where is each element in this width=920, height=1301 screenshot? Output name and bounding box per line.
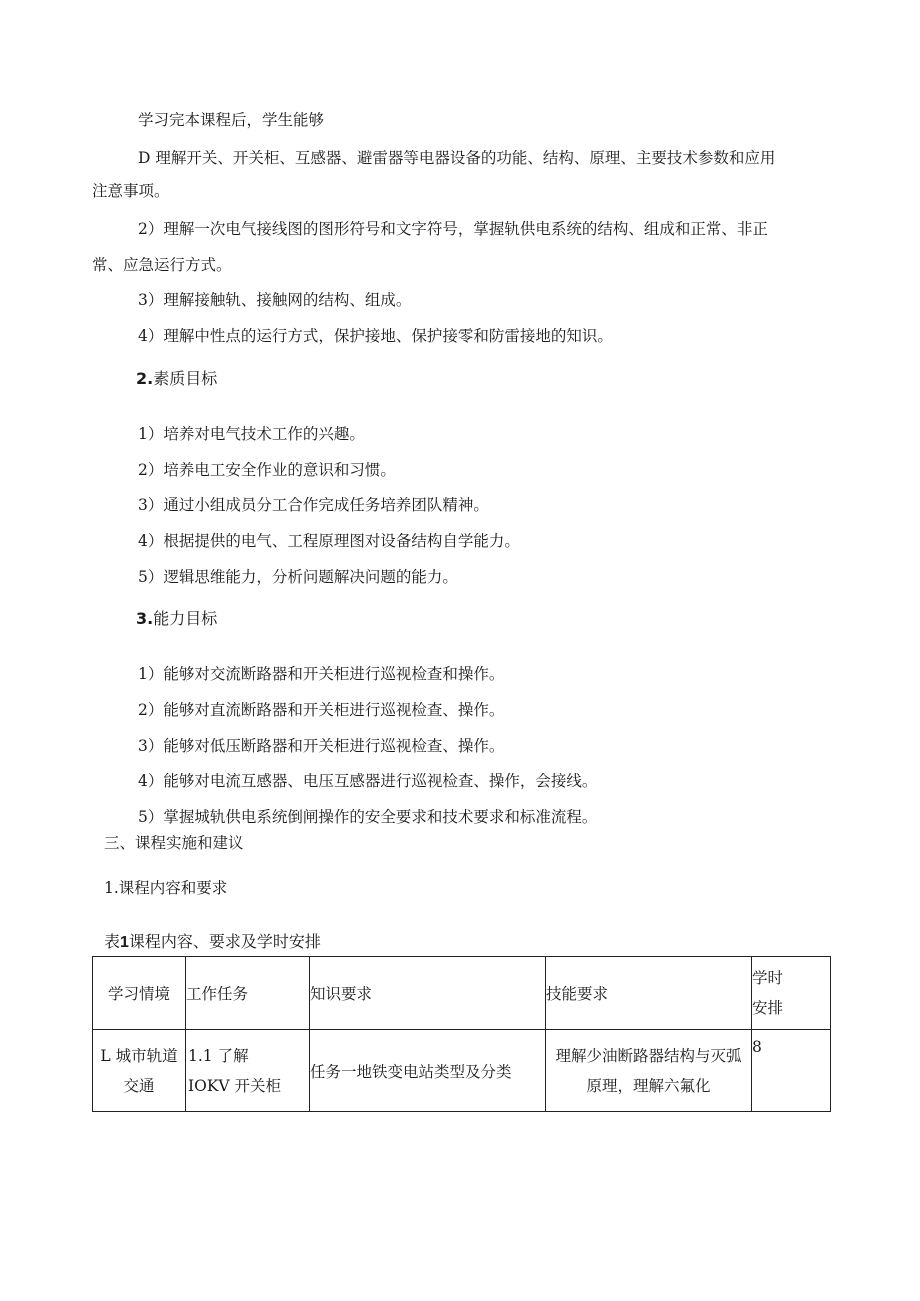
ability-heading-text: 能力目标	[153, 609, 218, 628]
ability-item-3: 3）能够对低压断路器和开关柜进行巡视检查、操作。	[138, 737, 505, 755]
header-hours-line-1: 学时	[752, 969, 784, 987]
quality-heading	[136, 369, 217, 389]
ability-item-5: 5）掌握城轨供电系统倒闸操作的安全要求和技术要求和标准流程。	[138, 808, 598, 826]
ability-item-4: 4）能够对电流互感器、电压互感器进行巡视检查、操作，会接线。	[138, 772, 598, 790]
knowledge-item-3: 3）理解接触轨、接触网的结构、组成。	[138, 291, 412, 309]
header-skill: 技能要求	[546, 957, 752, 1030]
quality-item-2: 2）培养电工安全作业的意识和习惯。	[138, 461, 396, 479]
quality-item-1: 1）培养对电气技术工作的兴趣。	[138, 425, 365, 443]
knowledge-item-1-line-1: D 理解开关、开关柜、互感器、避雷器等电器设备的功能、结构、原理、主要技术参数和应用	[138, 149, 776, 167]
quality-heading-text: 素质目标	[153, 369, 218, 388]
knowledge-item-1-line-2: 注意事项。	[92, 182, 170, 200]
cell-task	[186, 1030, 310, 1112]
cell-situation-line-1: L 城市轨道	[100, 1046, 178, 1065]
cell-hours: 8	[752, 1030, 831, 1112]
header-situation: 学习情境	[93, 957, 186, 1030]
cell-skill-line-2: 原理，理解六氟化	[586, 1076, 711, 1095]
cell-situation-line-2: 交通	[123, 1076, 155, 1095]
ability-heading	[136, 609, 217, 629]
ability-item-2: 2）能够对直流断路器和开关柜进行巡视检查、操作。	[138, 701, 505, 719]
ability-heading-num: 3.	[136, 609, 154, 628]
section-3-title: 三、课程实施和建议	[104, 834, 244, 852]
course-table	[92, 956, 831, 1112]
cell-task-line-1: 1.1 了解	[188, 1046, 249, 1065]
header-hours-line-2: 安排	[752, 999, 784, 1017]
knowledge-intro: 学习完本课程后，学生能够	[138, 111, 325, 129]
ability-item-1: 1）能够对交流断路器和开关柜进行巡视检查和操作。	[138, 665, 505, 683]
table-caption-text: 课程内容、要求及学时安排	[128, 932, 321, 951]
cell-situation	[93, 1030, 186, 1112]
quality-heading-num: 2.	[136, 369, 154, 388]
knowledge-item-2-line-2: 常、应急运行方式。	[92, 256, 232, 274]
header-task: 工作任务	[186, 957, 310, 1030]
cell-skill	[546, 1030, 752, 1112]
table-caption	[104, 932, 321, 953]
table-caption-prefix: 表	[104, 932, 121, 951]
knowledge-item-2-line-1: 2）理解一次电气接线图的图形符号和文字符号，掌握轨供电系统的结构、组成和正常、非正	[138, 220, 768, 238]
header-hours	[752, 957, 831, 1030]
quality-item-4: 4）根据提供的电气、工程原理图对设备结构自学能力。	[138, 532, 520, 550]
quality-item-5: 5）逻辑思维能力，分析问题解决问题的能力。	[138, 568, 458, 586]
table-header-row	[93, 957, 831, 1030]
table-row	[93, 1030, 831, 1112]
knowledge-item-4: 4）理解中性点的运行方式，保护接地、保护接零和防雷接地的知识。	[138, 327, 613, 345]
quality-item-3: 3）通过小组成员分工合作完成任务培养团队精神。	[138, 496, 489, 514]
cell-task-line-2: IOKV 开关柜	[188, 1076, 282, 1095]
cell-skill-line-1: 理解少油断路器结构与灭弧	[555, 1046, 742, 1065]
section-3-sub-1: 1.课程内容和要求	[104, 879, 228, 897]
header-knowledge: 知识要求	[310, 957, 546, 1030]
cell-knowledge: 任务一地铁变电站类型及分类	[310, 1030, 546, 1112]
table-caption-num: 1	[120, 934, 129, 951]
